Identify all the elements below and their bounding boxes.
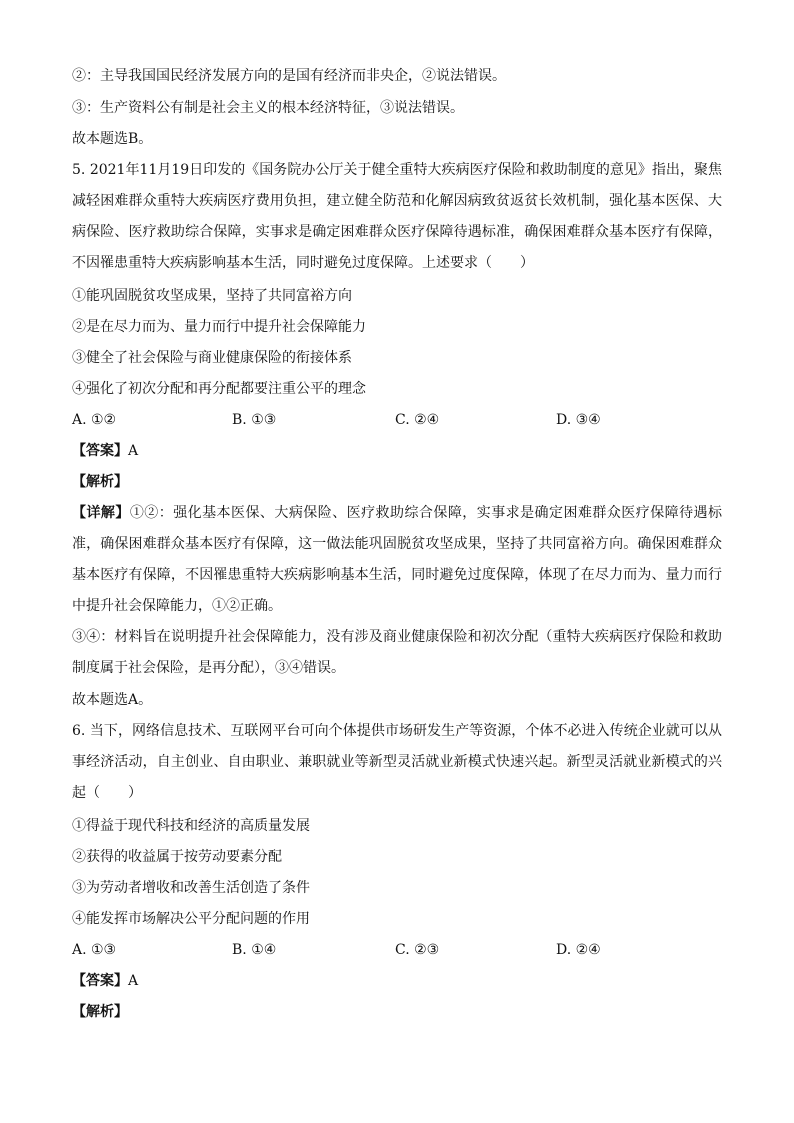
q5-detail-2: ③④：材料旨在说明提升社会保障能力，没有涉及商业健康保险和初次分配（重特大疾病医疗保险和救助制度属于社会保险，是再分配），③④错误。 — [72, 629, 722, 676]
q5-detail — [72, 498, 722, 622]
q6-stem: 6. 当下，网络信息技术、互联网平台可向个体提供市场研发生产等资源，个体不必进入传统企业就可以从事经济活动，自主创业、自由职业、兼职就业等新型灵活就业新模式快速兴起。新型灵活就业新模式的兴起（ ） — [72, 723, 722, 801]
q6-option-a: A. ①③ — [72, 942, 117, 958]
q5-answer-value: A — [128, 443, 139, 459]
q5-option-c: C. ②④ — [395, 412, 440, 428]
q5-answer-label: 【答案】 — [72, 443, 128, 459]
q6-option-c: C. ②③ — [395, 942, 440, 958]
q6-answer-label: 【答案】 — [72, 973, 128, 989]
q5-item-4: ④强化了初次分配和再分配都要注重公平的理念 — [72, 381, 366, 397]
q5-conclusion: 故本题选A。 — [72, 692, 153, 708]
q6-item-2: ②获得的收益属于按劳动要素分配 — [72, 849, 282, 865]
q5-option-a: A. ①② — [72, 412, 117, 428]
q6-analysis-label: 【解析】 — [72, 1004, 128, 1020]
q5-detail-label: 【详解】 — [72, 505, 130, 521]
q6-item-3: ③为劳动者增收和改善生活创造了条件 — [72, 880, 310, 896]
q5-item-2: ②是在尽力而为、量力而行中提升社会保障能力 — [72, 319, 366, 335]
q6-option-d: D. ②④ — [556, 942, 601, 958]
prev-explanation-2: ②：主导我国国民经济发展方向的是国有经济而非央企，②说法错误。 — [72, 68, 506, 84]
q5-option-d: D. ③④ — [556, 412, 601, 428]
q5-item-3: ③健全了社会保险与商业健康保险的衔接体系 — [72, 350, 352, 366]
q5-detail-text: ①②：强化基本医保、大病保险、医疗救助综合保障，实事求是确定困难群众医疗保障待遇标准，确保困难群众基本医疗有保障，这一做法能巩固脱贫攻坚成果，坚持了共同富裕方向。确保困难群众基本医疗有保障，不因罹患重特大疾病影响基本生活，同时避免过度保障，体现了在尽力而为、量力而行中提升社会保障能力，①②正确。 — [72, 505, 723, 614]
q6-item-4: ④能发挥市场解决公平分配问题的作用 — [72, 911, 310, 927]
q5-item-1: ①能巩固脱贫攻坚成果，坚持了共同富裕方向 — [72, 288, 352, 304]
prev-explanation-3: ③：生产资料公有制是社会主义的根本经济特征，③说法错误。 — [72, 100, 464, 116]
q5-answer — [72, 441, 138, 461]
prev-conclusion: 故本题选B。 — [72, 131, 153, 147]
q6-option-b: B. ①④ — [232, 942, 277, 958]
q6-answer-value: A — [128, 973, 139, 989]
q5-stem: 5. 2021年11月19日印发的《国务院办公厅关于健全重特大疾病医疗保险和救助制度的意见》指出，聚焦减轻困难群众重特大疾病医疗费用负担，建立健全防范和化解因病致贫返贫长效机制，强化基本医保、大病保险、医疗救助综合保障，实事求是确定困难群众医疗保障待遇标准，确保困难群众基本医疗有保障，不因罹患重特大疾病影响基本生活，同时避免过度保障。上述要求（ ） — [72, 162, 722, 271]
q6-answer — [72, 971, 138, 991]
q6-item-1: ①得益于现代科技和经济的高质量发展 — [72, 818, 310, 834]
q5-analysis-label: 【解析】 — [72, 474, 128, 490]
q5-option-b: B. ①③ — [232, 412, 277, 428]
